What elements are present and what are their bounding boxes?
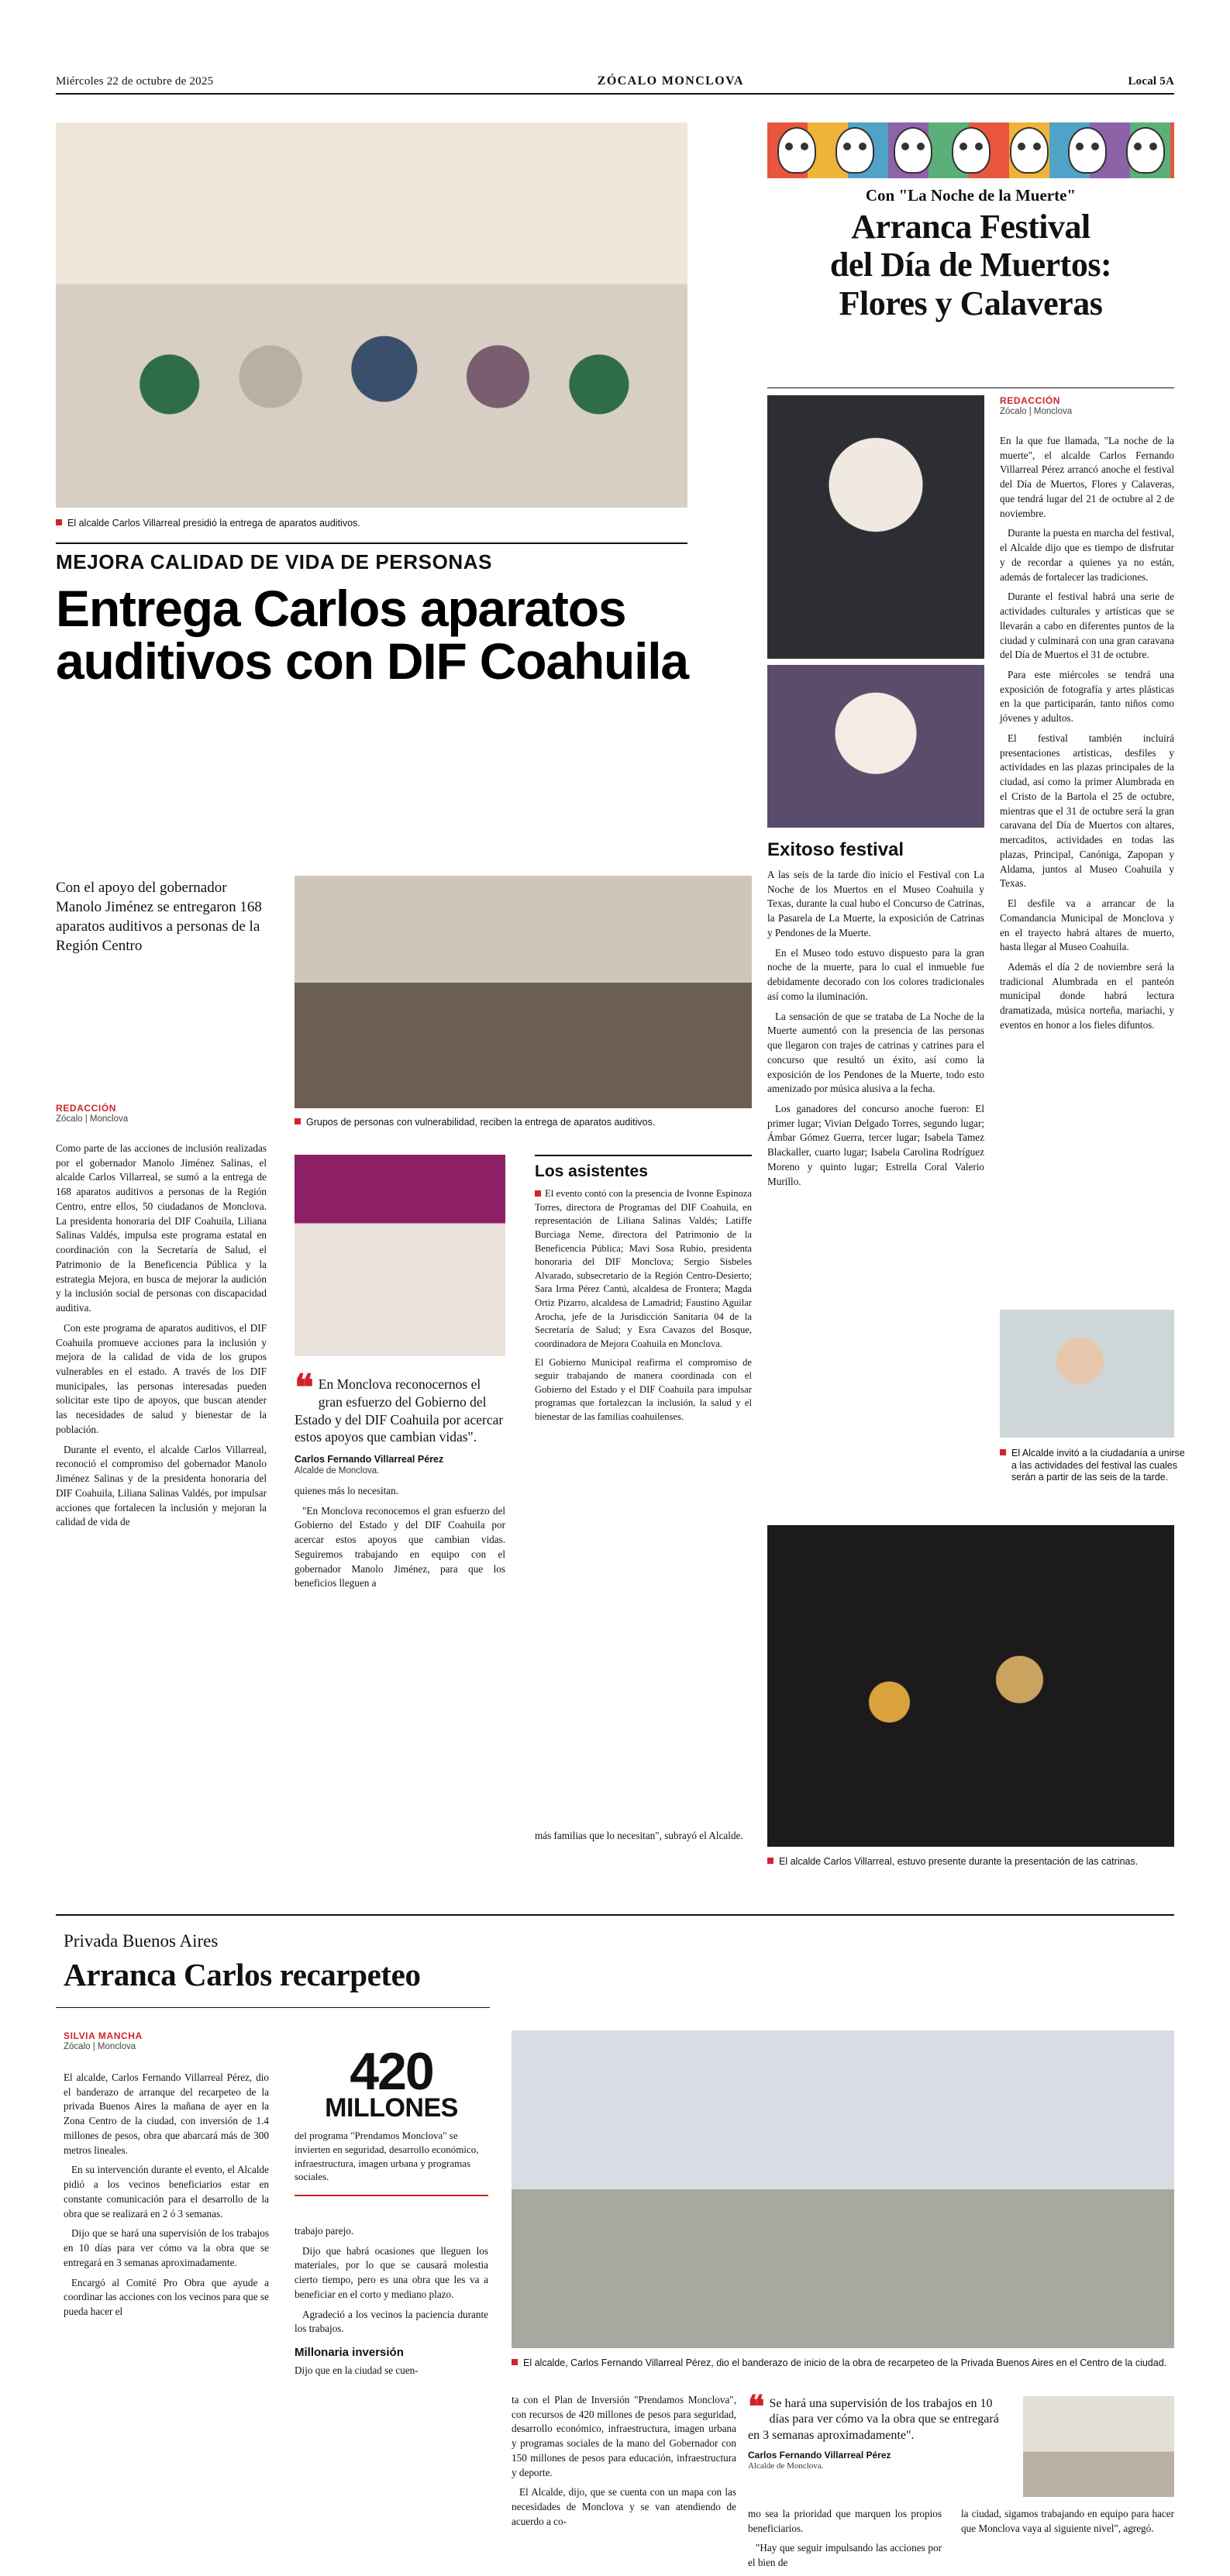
- main-body-column-2: [295, 1484, 505, 1596]
- bottom-headline: Arranca Carlos recarpeteo: [64, 1957, 421, 1992]
- lead-photo-caption: El alcalde Carlos Villarreal presidió la entrega de aparatos auditivos.: [56, 518, 699, 530]
- byline-name: REDACCIÓN: [56, 1103, 117, 1114]
- big-number-unit: MILLONES: [325, 2092, 458, 2123]
- skull-icon: [952, 127, 991, 174]
- skull-icon: [1068, 127, 1107, 174]
- dm-headline-line: Arranca Festival: [851, 208, 1090, 246]
- dm-body-column-right: [1000, 434, 1174, 1038]
- pullquote-role: Alcalde de Monclova.: [748, 2461, 824, 2471]
- dm-photo-mayor-caption: El Alcalde invitó a la ciudadanía a unirse a las actividades del festival las cuales serán a partir de las seis de la tarde.: [1000, 1448, 1186, 1484]
- quote-mark-icon: ❝: [295, 1368, 314, 1407]
- main-body-tail: [535, 1829, 752, 1849]
- paragraph: Durante la puesta en marcha del festival, el Alcalde dijo que es tiempo de disfrutar y de recordar a quienes ya no están, además de fortalecer las tradiciones.: [1000, 527, 1174, 583]
- box-paragraph: El Gobierno Municipal reafirma el compromiso de seguir trabajando de manera coordinada con el Gobierno del Estado y el DIF Coahuila para impulsar programas que fortalezcan la inclusión, la salud y el bienestar de las familias coahuilenses.: [535, 1356, 752, 1422]
- pullquote-text: En Monclova reconocernos el gran esfuerzo del Gobierno del Estado y del DIF Coahuila por acercar estos apoyos que cambian vidas".: [295, 1376, 504, 1445]
- dm-headline-line: del Día de Muertos:: [829, 246, 1112, 284]
- skull-icon: [777, 127, 816, 174]
- quote-mark-icon: ❝: [748, 2389, 765, 2424]
- paragraph: El festival también incluirá presentaciones artísticas, desfiles y actividades en las plazas principales de la ciudad, así como la primer Alumbrada en el Cristo de la Bartola el 25 de octubre, mientras que el 31 de octubre será la gran caravana del Día de Muertos con altares, mercaditos, actividades en todas las plazas, Principal, Canóniga, Zapopan y Aldama, juntos al Museo Coahuila y Texas.: [1000, 732, 1174, 890]
- pullquote-attribution: Carlos Fernando Villarreal Pérez: [295, 1454, 444, 1465]
- bottom-photo-mayor: [1023, 2396, 1174, 2497]
- main-body-column-1: [56, 1142, 267, 1870]
- masthead-paper-name: ZÓCALO MONCLOVA: [597, 74, 744, 88]
- dm-rule: [767, 387, 1174, 388]
- bullet-icon: [535, 1190, 541, 1197]
- masthead-date: Miércoles 22 de octubre de 2025: [56, 75, 214, 88]
- group-photo: [295, 876, 752, 1108]
- dm-photo-mayor: [1000, 1310, 1174, 1438]
- bottom-kicker: Privada Buenos Aires: [64, 1931, 219, 1951]
- paragraph: En la que fue llamada, "La noche de la muerte", el alcalde Carlos Fernando Villarreal Pérez arrancó anoche el festival del Día de Muertos, Flores y Calaveras, que tendrá lugar del 21 de octubre al 2 de noviembre.: [1000, 435, 1174, 519]
- paragraph: Dijo que habrá ocasiones que lleguen los materiales, por lo que se causará molestia cierto tiempo, pero es una obra que les va a beneficiar en el corto y mediano plazo.: [295, 2244, 488, 2300]
- dm-photo-catrina-2: [767, 665, 984, 828]
- bottom-body-column-4: [748, 2507, 942, 2576]
- paragraph: Dijo que se hará una supervisión de los trabajos en 10 días para ver cómo va la obra que se entregará en 3 semanas aproximadamente.: [64, 2227, 269, 2268]
- paragraph: ta con el Plan de Inversión "Prendamos Monclova", con recursos de 420 millones de pesos para seguridad, desarrollo económico, infraestructura, imagen urbana y programas sociales de la mano del Gobernador con 150 millones de pesos para educación, infraestructura y deporte.: [512, 2394, 736, 2478]
- paragraph: Durante el festival habrá una serie de actividades culturales y artísticas que se llevarán a cabo en diferentes puntos de la ciudad y culminará con una gran caravana del Día de Muertos el 31 de octubre.: [1000, 591, 1174, 661]
- pullquote-main: [295, 1368, 505, 1476]
- dm-photo-night-caption: El alcalde Carlos Villarreal, estuvo presente durante la presentación de las catrinas.: [767, 1856, 1186, 1868]
- paragraph: El Alcalde, dijo, que se cuenta con un mapa con las necesidades de Monclova y se van atendiendo de acuerdo a co-: [512, 2486, 736, 2527]
- section-divider: [56, 1914, 1174, 1916]
- pullquote-text: Se hará una supervisión de los trabajos en 10 días para ver cómo va la obra que se entregará en 3 semanas aproximadamente".: [748, 2397, 999, 2442]
- papel-picado-banner: [767, 122, 1174, 178]
- paragraph: mo sea la prioridad que marquen los propios beneficiarios.: [748, 2508, 942, 2534]
- box-title: Los asistentes: [535, 1162, 648, 1180]
- masthead-section: Local 5A: [1128, 75, 1174, 88]
- byline-bottom: [64, 2030, 273, 2051]
- paragraph: En el Museo todo estuvo dispuesto para la gran noche de la muerte, para lo cual el inmueble fue debidamente decorado con los colores tradicionales así como la iluminación.: [767, 946, 984, 1002]
- paragraph: Con este programa de aparatos auditivos, el DIF Coahuila promueve acciones para la inclusión y mejora de la calidad de vida de los grupos vulnerables en el estado. A través de los DIF municipales, las personas interesadas pueden solicitar este tipo de apoyos, que buscan atender las necesidades de salud y bienestar de la población.: [56, 1321, 267, 1435]
- bottom-photo-caption: El alcalde, Carlos Fernando Villarreal Pérez, dio el banderazo de inicio de la obra de recarpeteo de la Privada Buenos Aires en el Centro de la ciudad.: [512, 2357, 1186, 2370]
- group-photo-caption: Grupos de personas con vulnerabilidad, reciben la entrega de aparatos auditivos.: [295, 1117, 763, 1129]
- dm-body-column-mid: [767, 868, 984, 1194]
- byline-place: Zócalo | Monclova: [56, 1114, 129, 1124]
- byline-name: REDACCIÓN: [1000, 395, 1061, 406]
- bottom-subhead: Millonaria inversión: [295, 2346, 404, 2360]
- big-number-value: 420: [350, 2042, 433, 2101]
- paragraph: A las seis de la tarde dio inicio el Festival con La Noche de los Muertos en el Museo Coahuila y Texas, durante la cual hubo el Concurso de Catrinas, la Pasarela de La Muerte, la exposición de Catrinas y Pendones de la Muerte.: [767, 869, 984, 938]
- skull-icon: [836, 127, 874, 174]
- byline-place: Zócalo | Monclova: [1000, 407, 1073, 416]
- big-number-callout: [295, 2042, 488, 2204]
- bottom-body-column-5: [961, 2507, 1174, 2541]
- dm-photo-catrinas-night: [767, 1525, 1174, 1847]
- paragraph: Encargó al Comité Pro Obra que ayude a coordinar las acciones con los vecinos para que se pueda hacer el: [64, 2276, 269, 2318]
- skull-icon: [894, 127, 932, 174]
- bottom-rule: [56, 2007, 490, 2008]
- big-number-separator: [295, 2195, 488, 2196]
- dm-photo-catrina-1: [767, 395, 984, 659]
- paragraph: Los ganadores del concurso anoche fueron: El primer lugar; Vivian Delgado Torres, segundo lugar; Ámbar Gómez Guerra, tercer lugar; Isabela Tamez Blackaller, cuarto lugar; Isabela Carolina Rodríguez Moreno y quinto lugar; Estrella Coral Valerio Murillo.: [767, 1103, 984, 1187]
- bottom-body-column-1: [64, 2071, 269, 2325]
- byline-main: [56, 1103, 265, 1124]
- paragraph: Agradeció a los vecinos la paciencia durante los trabajos.: [295, 2308, 488, 2335]
- story-kicker: MEJORA CALIDAD DE VIDA DE PERSONAS: [56, 550, 493, 573]
- paragraph: "En Monclova reconocemos el gran esfuerzo del Gobierno del Estado y del DIF Coahuila por acercar estos apoyos que cambian vidas. Seguiremos trabajando en equipo con el gobernador Manolo Jiménez, para que los beneficios lleguen a: [295, 1504, 505, 1589]
- paragraph: El alcalde, Carlos Fernando Villarreal Pérez, dio el banderazo de arranque del recarpeteo de la privada Buenos Aires la mañana de ayer en la Zona Centro de la ciudad, con inversión de 1.4 millones de pesos, obra que abarcará más de 300 metros lineales.: [64, 2071, 269, 2156]
- byline-dm: [1000, 395, 1174, 416]
- paragraph: Para este miércoles se tendrá una exposición de fotografía y artes plásticas en la que participarán, tanto niños como jóvenes y adultos.: [1000, 669, 1174, 725]
- story-subdeck: Con el apoyo del gobernador Manolo Jiménez se entregaron 168 aparatos auditivos a personas de la Región Centro: [56, 880, 262, 955]
- pullquote-attribution: Carlos Fernando Villarreal Pérez: [748, 2450, 891, 2461]
- dm-kicker: Con "La Noche de la Muerte": [865, 186, 1077, 205]
- box-paragraph-text: El evento contó con la presencia de Ivonne Espinoza Torres, directora de Programas del DIF Coahuila, en representación de Liliana Salinas Valdés; Latiffe Burciaga Neme, directora del Patrimonio de la Beneficencia Pública; Mavi Sosa Rubio, presidenta honoraria del DIF Monclova; Sergio Sisbeles Alvarado, subsecretario de la Región Centro-Desierto; Sara Irma Pérez Cantú, alcaldesa de Frontera; Magda Ortiz Pizarro, alcaldesa de Lamadrid; Faustino Aguilar Arocha, jefe de la Jurisdicción Sanitaria 04 de la Secretaría de Salud; y Esra Cavazos del Bosque, coordinadora de Mejora Coahuila en Monclova.: [535, 1188, 752, 1349]
- paragraph: la ciudad, sigamos trabajando en equipo para hacer que Monclova vaya al siguiente nivel", agregó.: [961, 2508, 1174, 2534]
- dm-headline-line: Flores y Calaveras: [839, 284, 1103, 322]
- byline-name: SILVIA MANCHA: [64, 2030, 143, 2041]
- paragraph: La sensación de que se trataba de La Noche de la Muerte aumentó con la presencia de las personas que llegaron con trajes de catrinas y catrines para el concurso que resultó un éxito, así como la exposición de los Pendones de la Muerte, todo esto amenizado por música alusiva a la fecha.: [767, 1010, 984, 1095]
- paragraph: Dijo que en la ciudad se cuen-: [295, 2364, 419, 2377]
- byline-place: Zócalo | Monclova: [64, 2042, 136, 2051]
- sidebar-box-asistentes: [535, 1155, 752, 1429]
- bottom-body-column-3: [512, 2393, 736, 2535]
- paragraph: Como parte de las acciones de inclusión realizadas por el gobernador Manolo Jiménez Salinas, el alcalde Carlos Villarreal, se sumó a la entrega de 168 aparatos auditivos a personas de la Región Centro, entre ellos, 50 ciudadanos de Monclova. La presidenta honoraria del DIF Coahuila, Liliana Salinas Valdés, impulsa este programa estatal en coordinación con la Secretaría de Salud, el Patrimonio de la Beneficencia Pública y la estrategia Mejora, en busca de mejorar la audición y la inclusión social de personas con discapacidad auditiva.: [56, 1142, 267, 1314]
- paragraph: trabajo parejo.: [295, 2225, 354, 2237]
- masthead-rule: [56, 93, 1174, 95]
- paragraph: En su intervención durante el evento, el Alcalde pidió a los vecinos beneficiarios estar en constante comunicación para el desarrollo de la obra que se realizará en 2 ó 3 semanas.: [64, 2164, 269, 2220]
- skull-icon: [1010, 127, 1049, 174]
- paragraph: quienes más lo necesitan.: [295, 1485, 399, 1496]
- big-number-description: del programa "Prendamos Monclova" se invierten en seguridad, desarrollo económico, infraestructura, imagen urbana y programas sociales.: [295, 2129, 479, 2183]
- paragraph: El desfile va a arrancar de la Comandancia Municipal de Monclova y en el trayecto habrá altares de muerto, hasta llegar al Museo Coahuila.: [1000, 897, 1174, 953]
- lead-photo: [56, 122, 687, 508]
- paragraph: "Hay que seguir impulsando las acciones por el bien de: [748, 2542, 942, 2569]
- pullquote-bottom: [748, 2389, 1004, 2471]
- skull-icon: [1126, 127, 1165, 174]
- paragraph: Durante el evento, el alcalde Carlos Villarreal, reconoció el compromiso del gobernador Manolo Jiménez Salinas y de la presidenta honoraria del DIF Coahuila, Liliana Salinas Valdés, por impulsar acciones que fortalecen la inclusión y mejoran la calidad de vida de: [56, 1443, 267, 1528]
- page-title: Entrega Carlos aparatos auditivos con DIF Coahuila: [56, 580, 688, 690]
- bottom-body-column-2: [295, 2224, 488, 2384]
- paragraph: más familias que lo necesitan", subrayó el Alcalde.: [535, 1830, 743, 1841]
- pullquote-role: Alcalde de Monclova.: [295, 1465, 380, 1476]
- box-paragraph: [535, 1187, 752, 1352]
- paragraph: Además el día 2 de noviembre será la tradicional Alumbrada en el panteón municipal donde habrá lectura dramatizada, música norteña, mariachi, y eventos en honor a los fieles difuntos.: [1000, 960, 1174, 1031]
- dm-subhead: Exitoso festival: [767, 839, 904, 860]
- masthead: [56, 74, 1174, 88]
- kicker-rule: [56, 542, 687, 544]
- bottom-photo: [512, 2030, 1174, 2348]
- mayor-photo: [295, 1155, 505, 1356]
- dm-headline: [767, 208, 1174, 322]
